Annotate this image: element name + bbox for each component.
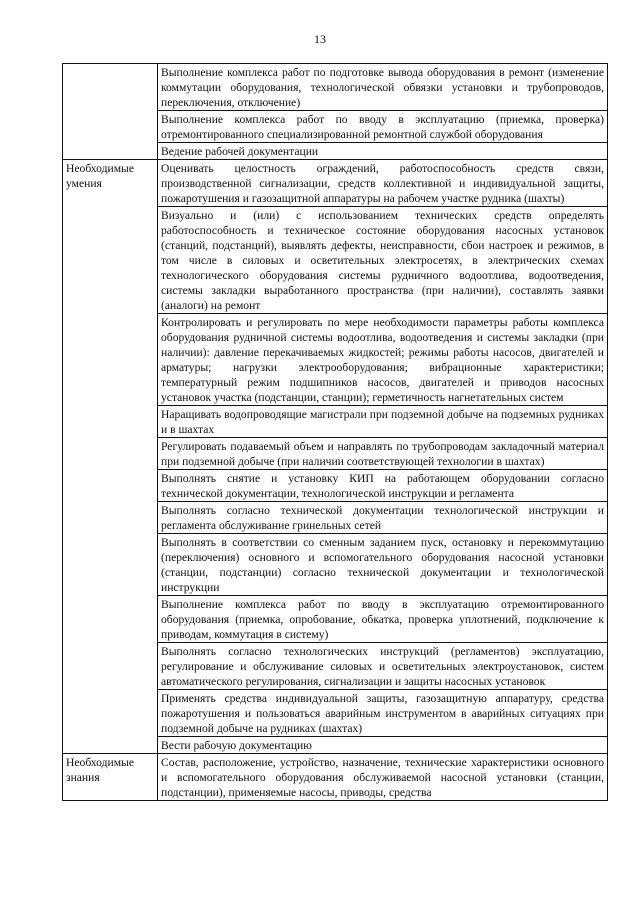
table-cell: Контролировать и регулировать по мере необходимости параметры работы комплекса оборудования рудничной системы водоотлива, водоотведения и системы закладки (при наличии): давление перекачиваемых жидкостей; режимы работы насосов, двигателей и арматуры; нагрузки электрооборудования; вибрационные характеристики; температурный режим подшипников насосов, двигателей и приводов насосных установок участка (подстанции, станции); герметичность нагнетательных систем (158, 314, 608, 406)
table-cell: Регулировать подаваемый объем и направлять по трубопроводам закладочный материал при подземной добыче (при наличии соответствующей технологии в шахтах) (158, 438, 608, 470)
row-label-knowledge: Необходимые знания (63, 754, 158, 801)
table-row (63, 754, 608, 801)
table-cell: Состав, расположение, устройство, назначение, технические характеристики основного и вспомогательного оборудования обслуживаемой насосной установки (станции, подстанции), применяемые насосы, приводы, средства (158, 754, 608, 801)
table-cell: Выполнение комплекса работ по вводу в эксплуатацию (приемка, проверка) отремонтированного специализированной ремонтной службой оборудования (158, 111, 608, 143)
table-cell: Выполнение комплекса работ по подготовке вывода оборудования в ремонт (изменение коммутации оборудования, технологической обвязки установки и трубопроводов, переключения, отключение) (158, 64, 608, 111)
table-cell: Выполнять снятие и установку КИП на работающем оборудовании согласно технической документации, технологической инструкции и регламента (158, 470, 608, 502)
table-cell: Вести рабочую документацию (158, 737, 608, 754)
row-label (63, 64, 158, 160)
table-cell: Выполнять согласно технологических инструкций (регламентов) эксплуатацию, регулирование и обслуживание силовых и осветительных электроустановок, систем автоматического регулирования, сигнализации и защиты насосных установок (158, 643, 608, 690)
table-cell: Выполнять согласно технической документации технологической инструкции и регламента обслуживание гринельных сетей (158, 502, 608, 534)
table-row (63, 64, 608, 111)
table-cell: Визуально и (или) с использованием технических средств определять работоспособность и техническое состояние оборудования насосных установок (станций, подстанций), выявлять дефекты, неисправности, сбои настроек и режимов, в том числе в силовых и осветительных электросетях, в электрических схемах технологического оборудования системы рудничного водоотлива, водоотведения, системы закладки выработанного пространства (при наличии), составлять заявки (аналоги) на ремонт (158, 207, 608, 314)
competency-table (62, 63, 608, 801)
table-cell: Ведение рабочей документации (158, 143, 608, 160)
table-cell: Выполнение комплекса работ по вводу в эксплуатацию отремонтированного оборудования (приемка, опробование, обкатка, проверка уплотнений, подключение к приводам, коммутация в систему) (158, 596, 608, 643)
table-row (63, 160, 608, 207)
table-cell: Применять средства индивидуальной защиты, газозащитную аппаратуру, средства пожаротушения и пользоваться аварийным инструментом в аварийных ситуациях при подземной добыче на рудниках (шахтах) (158, 690, 608, 737)
table-cell: Наращивать водопроводящие магистрали при подземной добыче на подземных рудниках и в шахтах (158, 406, 608, 438)
table-cell: Выполнять в соответствии со сменным заданием пуск, остановку и перекоммутацию (переключения) основного и вспомогательного оборудования насосной установки (станции, подстанции) согласно технической документации и технологической инструкции (158, 534, 608, 596)
page-number: 13 (314, 32, 326, 46)
row-label-skills: Необходимые умения (63, 160, 158, 754)
table-cell: Оценивать целостность ограждений, работоспособность средств связи, производственной сигнализации, средств коллективной и индивидуальной защиты, пожаротушения и газозащитной аппаратуры на рабочем участке рудника (шахты) (158, 160, 608, 207)
